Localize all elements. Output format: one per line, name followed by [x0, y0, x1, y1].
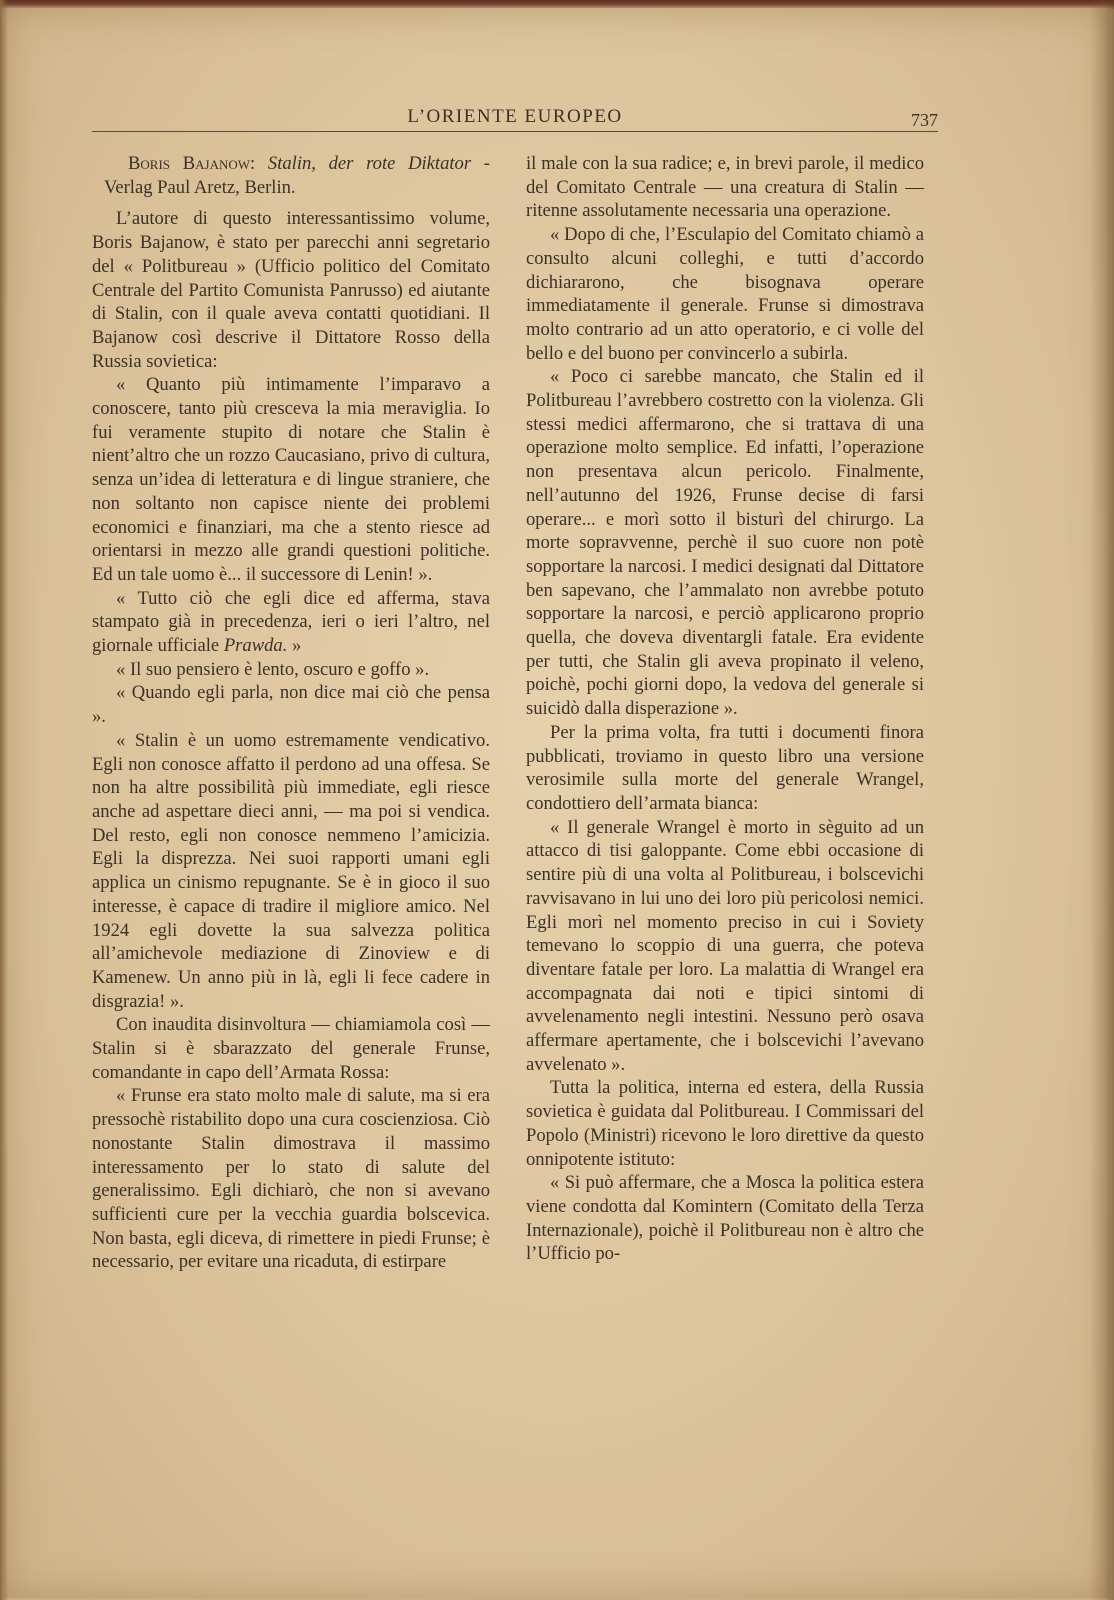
page-header [92, 100, 938, 132]
quote-paragraph: « Quando egli parla, non dice mai ciò che pensa ». [92, 682, 490, 728]
book-reference: Boris Bajanow: Stalin, der rote Diktator - Verlag Paul Aretz, Berlin. [104, 153, 490, 198]
paragraph: Con inaudita disinvoltura — chiamiamola così — Stalin si è sbarazzato del generale Frunse, comandante in capo dell’Armata Rossa: [92, 1014, 490, 1083]
quote-text: « Tutto ciò che egli dice ed afferma, stava stampato già in precedenza, ieri o ieri l’altro, nel giornale ufficiale [92, 587, 490, 657]
running-title: L’ORIENTE EUROPEO [407, 106, 623, 127]
quote-paragraph: « Il suo pensiero è lento, oscuro e goffo ». [116, 658, 430, 680]
paragraph: Tutta la politica, interna ed estera, della Russia sovietica è guidata dal Politbureau. I Commissari del Popolo (Ministri) ricevono le loro direttive da questo onnipotente istituto: [526, 1077, 924, 1170]
book-publisher: - Verlag Paul Aretz, Berlin. [104, 153, 490, 198]
quote-paragraph: « Il generale Wrangel è morto in sèguito ad un attacco di tisi galoppante. Come ebbi occasione di sentire più di una volta al Politbureau, i bolscevichi ravvisavano in lui uno dei loro più pericolosi nemici. Egli morì nel momento preciso in cui i Soviety temevano lo scoppio di una guerra, che poteva diventare fatale per loro. La malattia di Wrangel era accompagnata dai noti e tipici sintomi di avvelenamento negli intestini. Nessuno però osava affermare apertamente, che i bolscevichi l’avevano avvelenato ». [526, 816, 924, 1075]
paragraph: L’autore di questo interessantissimo volume, Boris Bajanow, è stato per parecchi anni segretario del « Politbureau » (Ufficio politico del Comitato Centrale del Partito Comunista Panrusso) ed aiutante di Stalin, con il quale aveva contatti quotidiani. Il Bajanow così descrive il Dittatore Rosso della Russia sovietica: [92, 208, 490, 372]
paragraph: Per la prima volta, fra tutti i documenti finora pubblicati, troviamo in questo libro una versione verosimile sulla morte del generale Wrangel, condottiero dell’armata bianca: [526, 721, 924, 814]
quote-paragraph: « Si può affermare, che a Mosca la politica estera viene condotta dal Komintern (Comitato della Terza Internazionale), poichè il Politbureau non è altro che l’Ufficio po- [526, 1172, 924, 1265]
page-right-edge [1090, 0, 1114, 1600]
right-column [526, 152, 924, 1266]
newspaper-name: Prawda. [223, 635, 288, 657]
quote-paragraph: « Frunse era stato molto male di salute, ma si era pressochè ristabilito dopo una cura coscienziosa. Ciò nonostante Stalin dimostrava il massimo interessamento per lo stato di salute del generalissimo. Egli dichiarò, che non si avevano sufficienti cure per la vecchia guardia bolscevica. Non basta, egli diceva, di rimettere in piedi Frunse; è necessario, per evitare una ricaduta, di estirpare [92, 1085, 490, 1273]
page-left-edge [0, 0, 8, 1600]
quote-paragraph: « Poco ci sarebbe mancato, che Stalin ed il Politbureau l’avrebbero costretto con la violenza. Gli stessi medici affermarono, che si trattava di una operazione molto semplice. Ed infatti, l’operazione non presentava alcun pericolo. Finalmente, nell’autunno del 1926, Frunse decise di farsi operare... e morì sotto il bisturì del chirurgo. La morte sopravvenne, perchè il suo cuore non potè sopportare la narcosi. I medici designati dal Dittatore ben sapevano, che l’ammalato non avrebbe potuto sopportare la narcosi, e perciò applicarono proprio quella, che doveva diventargli fatale. Era evidente per tutti, che Stalin gli aveva propinato il veleno, poichè, pochi giorni dopo, la vedova del generale si suicidò dalla disperazione ». [526, 366, 924, 720]
quote-paragraph: « Dopo di che, l’Esculapio del Comitato chiamò a consulto alcuni colleghi, e tutti d’accordo dichiararono, che bisognava operare immediatamente il generale. Frunse si dimostrava molto contrario ad un atto operatorio, e ci volle del bello e del buono per convincerlo a subirla. [526, 224, 924, 364]
quote-paragraph: « Stalin è un uomo estremamente vendicativo. Egli non conosce affatto il perdono ad una offesa. Se non ha altre possibilità più immediate, egli riesce anche ad aspettare dieci anni, — ma poi si vendica. Del resto, egli non conosce nemmeno l’amicizia. Egli la disprezza. Nei suoi rapporti umani egli applica un cinismo repugnante. Se è in gioco il suo interesse, è capace di tradire il migliore amico. Nel 1924 egli dovette la sua salvezza politica all’amichevole mediazione di Zinoview e di Kamenew. Un anno più in là, egli li fece cadere in disgrazia! ». [92, 729, 490, 1012]
paragraph-continuation: il male con la sua radice; e, in brevi parole, il medico del Comitato Centrale — una creatura di Stalin — ritenne assolutamente necessaria una operazione. [526, 153, 924, 222]
header-rule [92, 131, 938, 132]
quote-paragraph: « Quanto più intimamente l’imparavo a conoscere, tanto più cresceva la mia meraviglia. Io fui veramente stupito di notare che Stalin è nient’altro che un rozzo Caucasiano, privo di cultura, senza un’idea di letteratura e di lingue straniere, che non soltanto non capisce niente dei problemi economici e finanziari, ma che a stento riesce ad orientarsi in mezzo alle grandi questioni politiche. Ed un tale uomo è... il successore di Lenin! ». [92, 374, 490, 585]
book-title: Stalin, der rote Diktator [267, 153, 472, 174]
left-column [92, 152, 490, 1274]
book-author: Boris Bajanow [128, 153, 251, 174]
quote-paragraph [92, 587, 490, 658]
page-number: 737 [911, 110, 938, 130]
quote-close: » [287, 635, 302, 657]
